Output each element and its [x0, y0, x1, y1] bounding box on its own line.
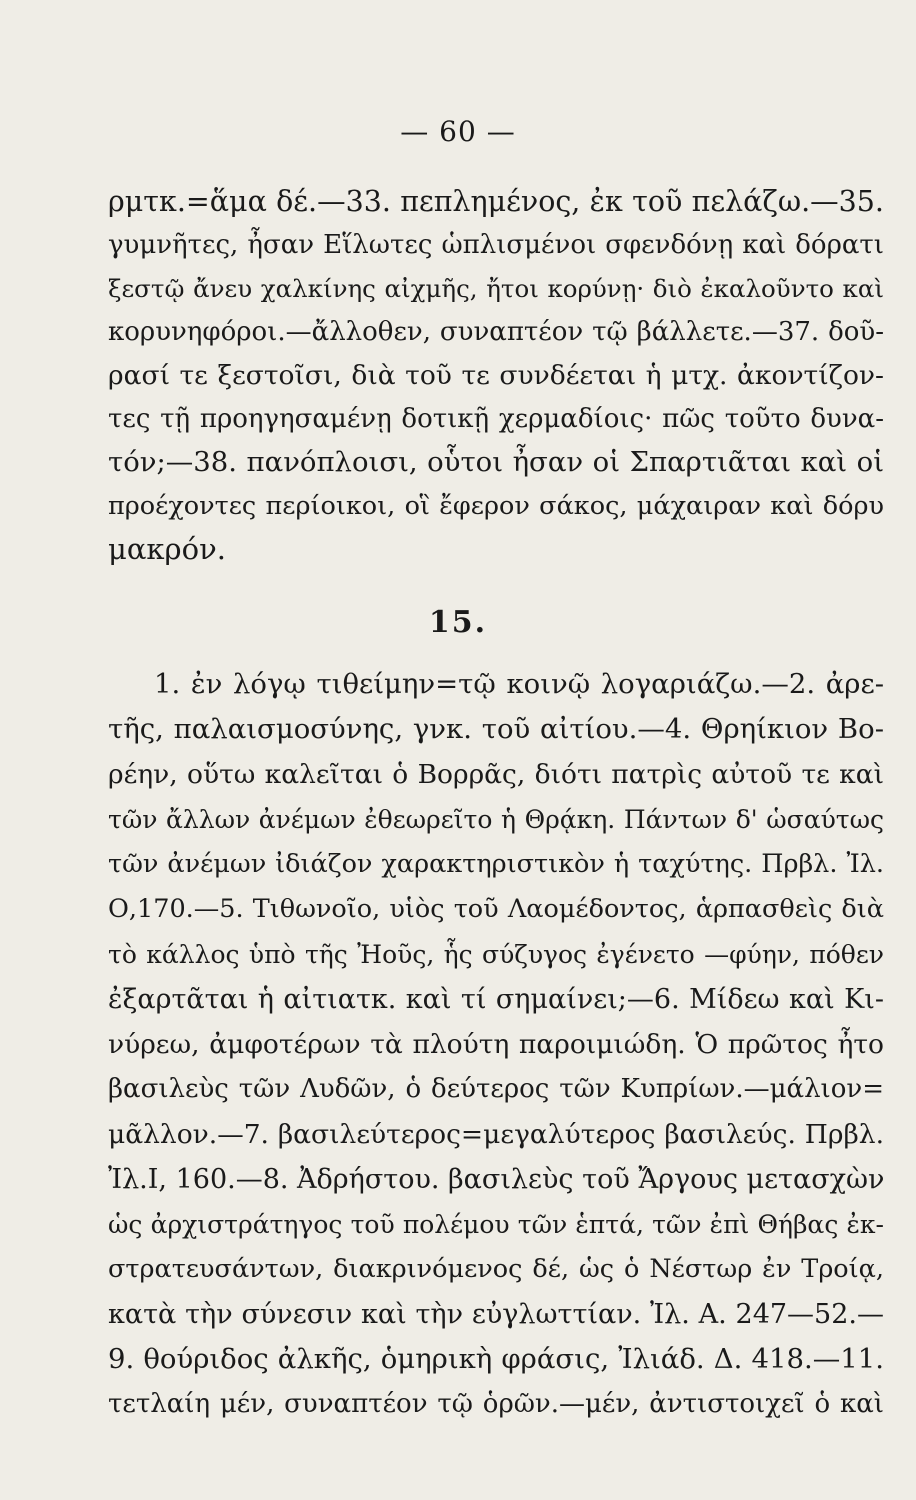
text-line: τετλαίη μέν, συναπτέον τῷ ὁρῶν.—μέν, ἀντιστοιχεῖ ὁ καὶ	[108, 1389, 884, 1419]
text-line: Ο,170.—5. Τιθωνοῖο, υἱὸς τοῦ Λαομέδοντος, ἁρπασθεὶς διὰ	[108, 894, 884, 924]
text-line: τὸ κάλλος ὑπὸ τῆς Ἠοῦς, ἧς σύζυγος ἐγένετο —φύην, πόθεν	[108, 940, 884, 969]
text-line: μακρόν.	[108, 532, 226, 566]
text-line: μᾶλλον.—7. βασιλεύτερος=μεγαλύτερος βασιλεύς. Πρβλ.	[108, 1119, 884, 1150]
text-line: τες τῇ προηγησαμένῃ δοτικῇ χερμαδίοις· πῶς τοῦτο δυνα-	[108, 403, 884, 434]
text-line: τῶν ἄλλων ἀνέμων ἐθεωρεῖτο ἡ Θρᾴκη. Πάντων δ' ὡσαύτως	[108, 805, 884, 834]
text-line: ὡς ἀρχιστράτηγος τοῦ πολέμου τῶν ἑπτά, τῶν ἐπὶ Θήβας ἐκ-	[108, 1210, 884, 1239]
section-heading: 15.	[428, 605, 488, 640]
text-line: κατὰ τὴν σύνεσιν καὶ τὴν εὐγλωττίαν. Ἰλ. Α. 247—52.—	[108, 1299, 884, 1330]
text-line: 1. ἐν λόγῳ τιθείμην=τῷ κοινῷ λογαριάζω.—2. ἀρε-	[154, 668, 884, 700]
text-line: γυμνῆτες, ἦσαν Εἵλωτες ὡπλισμένοι σφενδόνῃ καὶ δόρατι	[108, 229, 884, 260]
text-line: ρασί τε ξεστοῖσι, διὰ τοῦ τε συνδέεται ἡ μτχ. ἀκοντίζον-	[108, 360, 884, 391]
text-line: ρέην, οὕτω καλεῖται ὁ Βορρᾶς, διότι πατρὶς αὐτοῦ τε καὶ	[108, 759, 884, 790]
text-line: κορυνηφόροι.—ἄλλοθεν, συναπτέον τῷ βάλλετε.—37. δοῦ-	[108, 316, 884, 347]
text-line: τῶν ἀνέμων ἰδιάζον χαρακτηριστικὸν ἡ ταχύτης. Πρβλ. Ἰλ.	[108, 849, 884, 879]
text-line: ἐξαρτᾶται ἡ αἰτιατκ. καὶ τί σημαίνει;—6. Μίδεω καὶ Κι-	[108, 984, 884, 1015]
text-line: προέχοντες περίοικοι, οἳ ἔφερον σάκος, μάχαιραν καὶ δόρυ	[108, 490, 884, 521]
commentary-block-bottom	[108, 662, 884, 1427]
text-line: βασιλεὺς τῶν Λυδῶν, ὁ δεύτερος τῶν Κυπρίων.—μάλιον=	[108, 1074, 884, 1104]
text-line: ρμτκ.=ἅμα δέ.—33. πεπλημένος, ἐκ τοῦ πελάζω.—35.	[108, 185, 884, 218]
text-line: τόν;—38. πανόπλοισι, οὗτοι ἦσαν οἱ Σπαρτιᾶται καὶ οἱ	[108, 446, 884, 478]
text-line: στρατευσάντων, διακρινόμενος δέ, ὡς ὁ Νέστωρ ἐν Τροίᾳ,	[108, 1254, 884, 1284]
text-line: ξεστῷ ἄνευ χαλκίνης αἰχμῆς, ἤτοι κορύνῃ· διὸ ἐκαλοῦντο καὶ	[108, 274, 884, 303]
text-line: 9. θούριδος ἀλκῆς, ὁμηρικὴ φράσις, Ἰλιάδ. Δ. 418.—11.	[108, 1343, 884, 1375]
commentary-block-top	[108, 180, 884, 572]
text-line: Ἰλ.Ι, 160.—8. Ἀδρήστου. βασιλεὺς τοῦ Ἄργους μετασχὼν	[108, 1164, 884, 1195]
text-line: νύρεω, ἀμφοτέρων τὰ πλούτη παροιμιώδη. Ὁ πρῶτος ἦτο	[108, 1029, 884, 1060]
text-line: τῆς, παλαισμοσύνης, γνκ. τοῦ αἰτίου.—4. Θρηίκιον Βο-	[108, 713, 884, 745]
page-number: — 60 —	[400, 115, 516, 148]
